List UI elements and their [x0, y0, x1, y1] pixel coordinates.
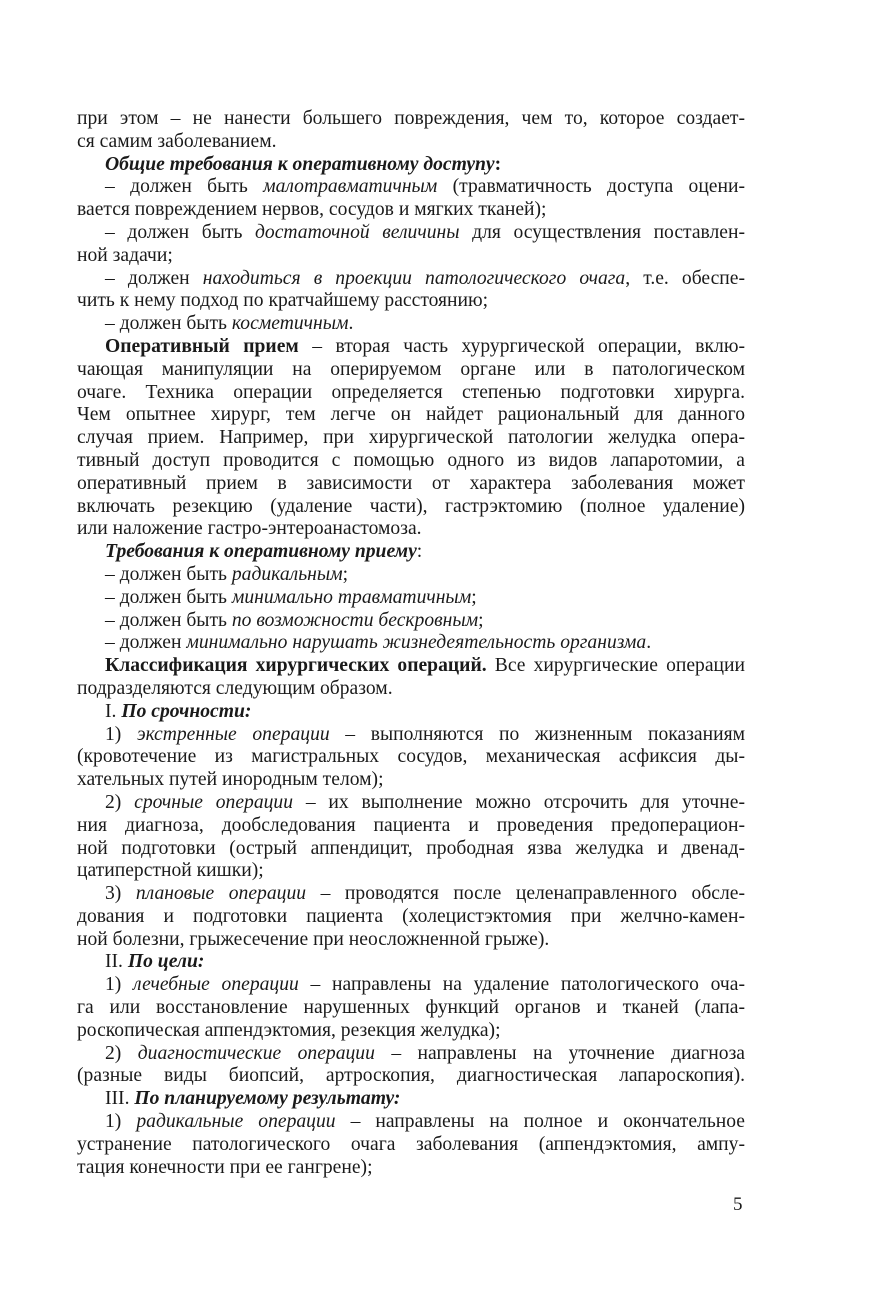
text-span: (травматичность доступа оцени-	[437, 176, 746, 198]
text-line	[77, 1020, 745, 1043]
text-span: – выполняются по жизненным показаниям	[329, 723, 745, 745]
text-span: II.	[105, 951, 128, 973]
text-span: вается повреждением нервов, сосудов и мягких тканей);	[77, 199, 547, 221]
text-line	[77, 974, 745, 997]
text-line	[77, 564, 745, 587]
text-span: 3)	[105, 883, 136, 905]
text-span: случая прием. Например, при хирургической патологии желудка опера-	[77, 427, 745, 449]
text-span: ;	[478, 609, 484, 631]
text-line	[77, 222, 745, 245]
text-span: По планируемому результату:	[134, 1088, 401, 1110]
text-span: – должен быть	[105, 313, 232, 335]
text-span: Требования к оперативному приему	[105, 541, 417, 563]
text-span: оперативный прием в зависимости от характера заболевания может	[77, 472, 745, 494]
text-span: ;	[342, 563, 349, 585]
text-span: чить к нему подход по кратчайшему расстоянию;	[77, 290, 489, 312]
text-span: – должен	[105, 267, 203, 289]
text-span: ;	[471, 586, 477, 608]
text-span: – вторая часть хурургической операции, вклю-	[298, 335, 746, 357]
text-span: I.	[105, 700, 122, 722]
text-span: Все хирургические операции	[486, 655, 745, 677]
text-span: (разные виды биопсий, артроскопия, диагностическая лапароскопия).	[77, 1065, 745, 1087]
text-line	[77, 746, 745, 769]
text-line	[77, 518, 745, 541]
text-span: 2)	[105, 791, 135, 813]
text-line	[77, 131, 745, 154]
text-span: или наложение гастро-энтероанастомоза.	[77, 518, 422, 540]
text-span: по возможности бескровным	[231, 609, 479, 631]
text-span: роскопическая аппендэктомия, резекция желудка);	[77, 1019, 501, 1041]
text-span: Общие требования к оперативному доступу	[105, 153, 495, 175]
text-span: – направлены на уточнение диагноза	[374, 1042, 746, 1064]
text-span: для осуществления поставлен-	[459, 221, 746, 243]
text-line	[77, 404, 745, 427]
text-line	[77, 1088, 745, 1111]
text-span: Чем опытнее хирург, тем легче он найдет рациональный для данного	[77, 404, 745, 426]
text-span: при этом – не нанести большего повреждения, чем то, которое создает-	[77, 108, 745, 129]
text-span: – должен быть	[105, 609, 232, 631]
text-line	[77, 724, 745, 747]
text-span: диагностические операции	[137, 1042, 375, 1064]
text-line	[77, 245, 745, 268]
text-span: 1)	[105, 1111, 137, 1133]
text-span: очаге. Техника операции определяется степенью подготовки хирурга.	[77, 381, 745, 403]
text-span: минимально травматичным	[231, 586, 472, 608]
text-line	[77, 632, 745, 655]
text-line	[77, 610, 745, 633]
text-line	[77, 496, 745, 519]
page-number: 5	[733, 1194, 743, 1215]
text-line	[77, 427, 745, 450]
text-line	[77, 929, 745, 952]
text-span: срочные операции	[134, 791, 294, 813]
text-span: – направлены на полное и окончательное	[335, 1111, 745, 1133]
text-span: минимально нарушать жизнедеятельность организма	[186, 632, 647, 654]
text-line	[77, 154, 745, 177]
text-span: цатиперстной кишки);	[77, 860, 264, 882]
text-line	[77, 359, 745, 382]
text-line	[77, 336, 745, 359]
text-line	[77, 906, 745, 929]
text-span: малотравматичным	[263, 176, 438, 198]
text-line	[77, 108, 745, 131]
text-line	[77, 1157, 745, 1180]
text-line	[77, 678, 745, 701]
text-span: 2)	[105, 1042, 138, 1064]
text-span: плановые операции	[135, 883, 307, 905]
text-span: тивный доступ проводится с помощью одного из видов лапаротомии, а	[77, 449, 745, 471]
text-span: Оперативный прием	[105, 335, 299, 357]
text-span: .	[348, 313, 354, 335]
text-line	[77, 815, 745, 838]
text-span: ной подготовки (острый аппендицит, прободная язва желудка и двенад-	[77, 837, 745, 859]
text-span: По срочности:	[121, 700, 252, 722]
text-line	[77, 883, 745, 906]
text-span: дования и подготовки пациента (холецистэктомия при желчно-камен-	[77, 905, 745, 927]
text-span: ния диагноза, дообследования пациента и проведения предоперацион-	[77, 814, 745, 836]
text-span: – их выполнение можно отсрочить для уточне-	[293, 791, 745, 813]
text-span: – должен быть	[105, 586, 232, 608]
text-line	[77, 997, 745, 1020]
text-span: 1)	[105, 723, 137, 745]
text-span: устранение патологического очага заболевания (аппендэктомия, ампу-	[77, 1133, 745, 1155]
text-line	[77, 450, 745, 473]
text-line	[77, 473, 745, 496]
text-line	[77, 199, 745, 222]
text-line	[77, 655, 745, 678]
text-line	[77, 176, 745, 199]
text-span: По цели:	[127, 951, 205, 973]
text-line	[77, 951, 745, 974]
text-span: ной задачи;	[77, 244, 173, 266]
text-line	[77, 701, 745, 724]
text-line	[77, 860, 745, 883]
text-span: 1)	[105, 974, 134, 996]
text-span: .	[646, 632, 652, 654]
text-line	[77, 268, 745, 291]
text-line	[77, 1065, 745, 1088]
text-line	[77, 313, 745, 336]
text-span: радикальные операции	[136, 1111, 336, 1133]
text-span: – направлены на удаление патологического оча-	[298, 974, 745, 996]
text-span: экстренные операции	[136, 723, 330, 745]
text-span: находиться в проекции патологического очага	[202, 267, 626, 289]
text-span: чающая манипуляции на оперируемом органе или в патологическом	[77, 358, 745, 380]
text-line	[77, 792, 745, 815]
text-line	[77, 769, 745, 792]
text-span: – проводятся после целенаправленного обсле-	[306, 883, 745, 905]
text-span: :	[416, 541, 423, 563]
text-span: – должен быть	[105, 563, 232, 585]
text-line	[77, 1134, 745, 1157]
text-span: га или восстановление нарушенных функций органов и тканей (лапа-	[77, 997, 745, 1019]
text-span: – должен быть	[105, 176, 264, 198]
text-span: ной болезни, грыжесечение при неосложненной грыже).	[77, 928, 550, 950]
text-span: (кровотечение из магистральных сосудов, механическая асфиксия ды-	[77, 746, 745, 768]
text-span: косметичным	[231, 313, 349, 335]
page-body	[77, 108, 745, 1179]
text-line	[77, 541, 745, 564]
text-line	[77, 382, 745, 405]
text-span: достаточной величины	[255, 221, 460, 243]
text-span: радикальным	[231, 563, 343, 585]
text-span: Классификация хирургических операций.	[105, 655, 487, 677]
text-span: :	[494, 153, 502, 175]
text-span: III.	[105, 1088, 135, 1110]
text-line	[77, 1043, 745, 1066]
text-line	[77, 290, 745, 313]
text-span: подразделяются следующим образом.	[77, 677, 393, 699]
text-span: тация конечности при ее гангрене);	[77, 1156, 373, 1178]
text-span: ся самим заболеванием.	[77, 130, 277, 152]
text-span: , т.е. обеспе-	[625, 267, 746, 289]
text-line	[77, 838, 745, 861]
text-span: лечебные операции	[133, 974, 299, 996]
text-span: хательных путей инородным телом);	[77, 769, 384, 791]
text-span: – должен быть	[105, 221, 255, 243]
text-span: включать резекцию (удаление части), гастрэктомию (полное удаление)	[77, 495, 745, 517]
text-line	[77, 1111, 745, 1134]
text-span: – должен	[105, 632, 187, 654]
text-line	[77, 587, 745, 610]
